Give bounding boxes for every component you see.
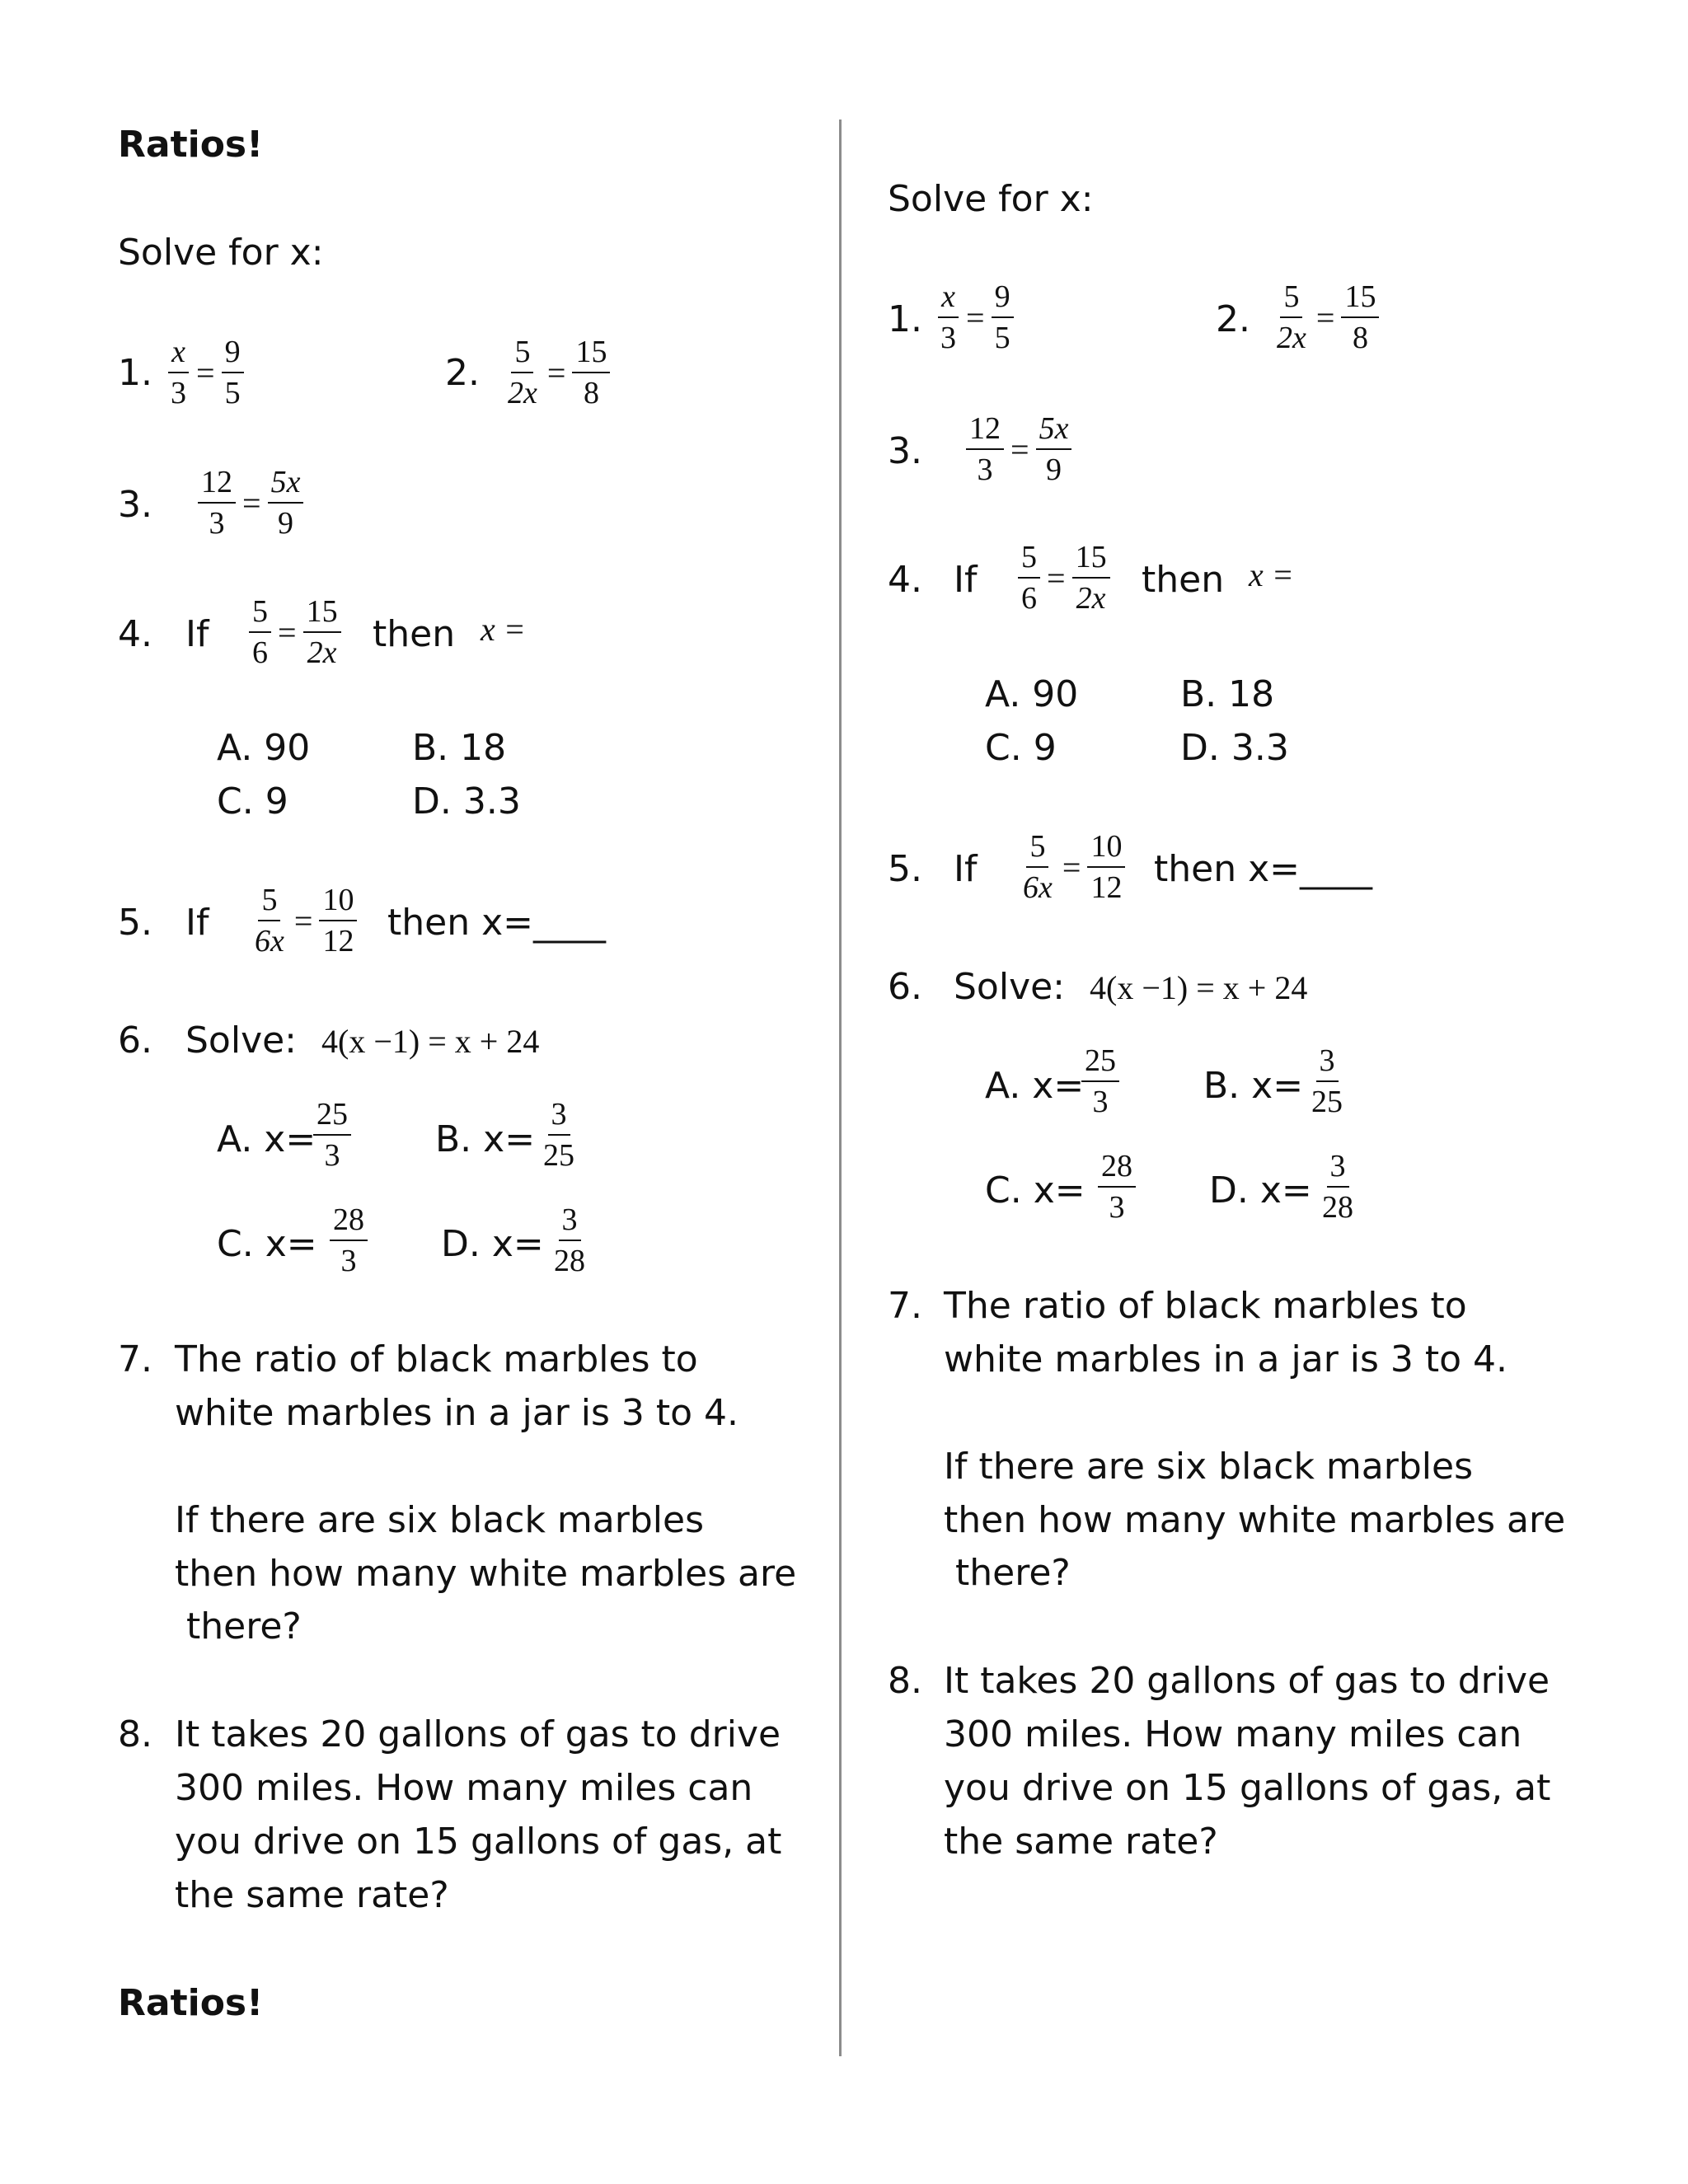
problem-4-equation: $\frac{5}{6}$ = $\frac{15}{2x}$ <box>1018 539 1110 616</box>
choice-d-label: D. x= <box>1209 1169 1312 1212</box>
choice-d: D. 3.3 <box>412 780 521 823</box>
problem-7-line-4: then how many white marbles are <box>944 1499 1566 1541</box>
fraction: $\frac{15}{8}$ <box>572 334 610 411</box>
choice-c-label: C. x= <box>217 1223 317 1265</box>
problem-2-equation: $\frac{5}{2x}$ = $\frac{15}{8}$ <box>504 334 610 411</box>
problem-1-number: 1. <box>888 298 922 340</box>
problem-8-line-3: you drive on 15 gallons of gas, at <box>175 1821 782 1863</box>
problem-1-equation: $\frac{x}{3}$ = $\frac{9}{5}$ <box>167 334 244 411</box>
choice-c-fraction: $\frac{28}{3}$ <box>330 1202 368 1279</box>
problem-4-if: If <box>185 613 209 655</box>
choice-b-label: B. x= <box>435 1118 536 1160</box>
problem-2-number: 2. <box>445 352 480 394</box>
problem-7-number: 7. <box>118 1338 152 1380</box>
choice-d-fraction: $\frac{3}{28}$ <box>1322 1149 1353 1225</box>
problem-8-line-3: you drive on 15 gallons of gas, at <box>944 1767 1551 1809</box>
problem-5-equation: $\frac{5}{6x}$ = $\frac{10}{12}$ <box>1020 828 1125 906</box>
choice-b: B. 18 <box>412 727 507 769</box>
fraction: $\frac{9}{5}$ <box>222 334 244 411</box>
problem-3-number: 3. <box>118 484 152 526</box>
choice-c: C. 9 <box>985 727 1057 769</box>
problem-8-line-1: It takes 20 gallons of gas to drive <box>944 1660 1550 1702</box>
choice-a: A. 90 <box>217 727 311 769</box>
problem-4-then: then <box>1142 559 1225 601</box>
problem-4-then: then <box>373 613 456 655</box>
choice-a-fraction: $\frac{25}{3}$ <box>313 1096 351 1174</box>
problem-4-x-equals: x = <box>1249 556 1294 593</box>
fraction: $\frac{5x}{9}$ <box>1036 410 1072 488</box>
fraction: $\frac{5x}{9}$ <box>268 464 304 541</box>
choice-b: B. 18 <box>1180 673 1275 715</box>
problem-6-solve: Solve: <box>185 1019 298 1062</box>
problem-5-if: If <box>954 848 978 890</box>
problem-2-number: 2. <box>1216 298 1250 340</box>
problem-3-equation: $\frac{12}{3}$ = $\frac{5x}{9}$ <box>966 410 1071 488</box>
choice-b-fraction: $\frac{3}{25}$ <box>543 1097 574 1173</box>
problem-7-line-5: there? <box>175 1605 302 1647</box>
problem-7-line-4: then how many white marbles are <box>175 1553 797 1595</box>
choice-c: C. 9 <box>217 780 288 823</box>
footer-title: Ratios! <box>118 1982 264 2024</box>
choice-b-label: B. x= <box>1203 1065 1304 1107</box>
fraction: $\frac{12}{3}$ <box>198 464 236 541</box>
problem-4-if: If <box>954 559 978 601</box>
instruction: Solve for x: <box>888 178 1094 220</box>
instruction: Solve for x: <box>118 232 324 274</box>
problem-4-x-equals: x = <box>481 611 526 648</box>
problem-5-then: then x=____ <box>387 902 606 944</box>
choice-b-fraction: $\frac{3}{25}$ <box>1311 1043 1343 1119</box>
choice-d: D. 3.3 <box>1180 727 1289 769</box>
fraction: $\frac{x}{3}$ <box>167 334 190 411</box>
fraction: $\frac{5}{2x}$ <box>1277 279 1306 355</box>
problem-8-line-2: 300 miles. How many miles can <box>944 1713 1522 1755</box>
problem-6-number: 6. <box>118 1019 152 1062</box>
fraction: $\frac{5}{6}$ <box>249 593 271 671</box>
choice-d-fraction: $\frac{3}{28}$ <box>554 1202 585 1278</box>
problem-7-line-1: The ratio of black marbles to <box>944 1285 1467 1327</box>
choice-d-label: D. x= <box>441 1223 544 1265</box>
problem-4-equation: $\frac{5}{6}$ = $\frac{15}{2x}$ <box>249 593 341 671</box>
problem-8-line-4: the same rate? <box>175 1874 449 1916</box>
problem-6-equation: 4(x −1) = x + 24 <box>321 1023 540 1060</box>
problem-7-line-3: If there are six black marbles <box>944 1446 1473 1488</box>
worksheet-title: Ratios! <box>118 124 264 166</box>
choice-a-label: A. x= <box>217 1118 316 1160</box>
problem-1-number: 1. <box>118 352 152 394</box>
choice-a-fraction: $\frac{25}{3}$ <box>1081 1043 1119 1120</box>
problem-5-equation: $\frac{5}{6x}$ = $\frac{10}{12}$ <box>251 882 357 959</box>
fraction: $\frac{15}{2x}$ <box>1072 539 1110 616</box>
choice-c-label: C. x= <box>985 1169 1085 1212</box>
problem-1-equation: $\frac{x}{3}$ = $\frac{9}{5}$ <box>937 279 1014 356</box>
choice-a-label: A. x= <box>985 1065 1085 1107</box>
problem-2-equation: $\frac{5}{2x}$ = $\frac{15}{8}$ <box>1273 279 1379 356</box>
fraction: $\frac{15}{2x}$ <box>303 593 341 671</box>
choice-c-fraction: $\frac{28}{3}$ <box>1098 1148 1136 1226</box>
problem-5-number: 5. <box>888 848 922 890</box>
problem-3-equation: $\frac{12}{3}$ = $\frac{5x}{9}$ <box>198 464 303 541</box>
problem-6-equation: 4(x −1) = x + 24 <box>1090 969 1308 1006</box>
problem-5-if: If <box>185 902 209 944</box>
fraction: $\frac{x}{3}$ <box>937 279 959 356</box>
fraction: $\frac{5}{2x}$ <box>508 335 537 410</box>
problem-8-line-1: It takes 20 gallons of gas to drive <box>175 1713 781 1755</box>
fraction: $\frac{5}{6}$ <box>1018 539 1040 616</box>
problem-7-line-5: there? <box>944 1552 1071 1594</box>
problem-8-number: 8. <box>118 1713 152 1755</box>
fraction: $\frac{12}{3}$ <box>966 410 1004 488</box>
problem-4-number: 4. <box>118 613 152 655</box>
choice-a: A. 90 <box>985 673 1079 715</box>
problem-7-line-2: white marbles in a jar is 3 to 4. <box>175 1392 739 1434</box>
problem-6-number: 6. <box>888 966 922 1008</box>
problem-7-number: 7. <box>888 1285 922 1327</box>
problem-3-number: 3. <box>888 430 922 472</box>
problem-8-number: 8. <box>888 1660 922 1702</box>
fraction: $\frac{9}{5}$ <box>992 279 1014 356</box>
problem-5-then: then x=____ <box>1154 848 1372 890</box>
fraction: $\frac{5}{6x}$ <box>1023 829 1053 905</box>
problem-6-solve: Solve: <box>954 966 1066 1008</box>
problem-7-line-2: white marbles in a jar is 3 to 4. <box>944 1338 1508 1380</box>
problem-7-line-1: The ratio of black marbles to <box>175 1338 698 1380</box>
problem-5-number: 5. <box>118 902 152 944</box>
problem-7-line-3: If there are six black marbles <box>175 1499 704 1541</box>
fraction: $\frac{10}{12}$ <box>1087 828 1125 906</box>
fraction: $\frac{15}{8}$ <box>1341 279 1379 356</box>
fraction: $\frac{10}{12}$ <box>319 882 357 959</box>
problem-8-line-2: 300 miles. How many miles can <box>175 1767 753 1809</box>
problem-8-line-4: the same rate? <box>944 1821 1218 1863</box>
column-divider <box>839 120 842 2056</box>
problem-4-number: 4. <box>888 559 922 601</box>
fraction: $\frac{5}{6x}$ <box>255 883 284 958</box>
